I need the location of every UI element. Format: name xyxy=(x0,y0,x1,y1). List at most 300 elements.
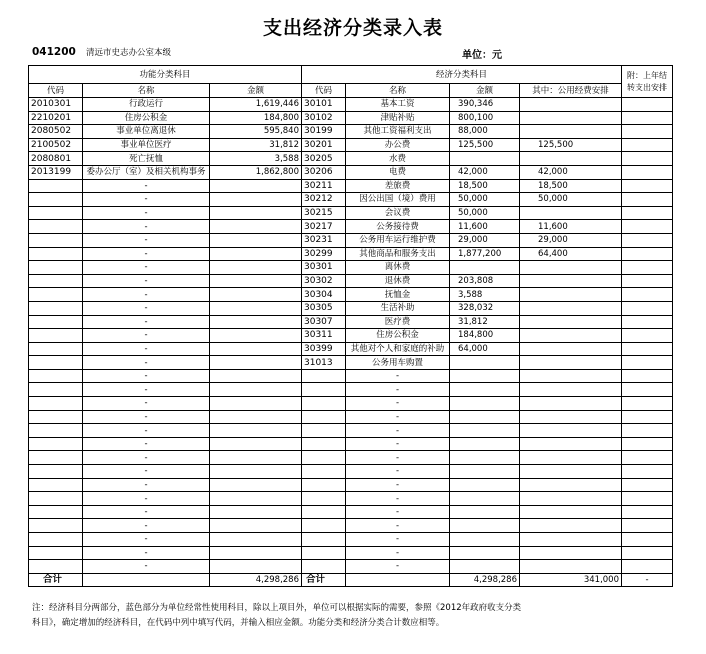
func-amount-cell xyxy=(210,519,302,533)
econ-name-cell: 差旅费 xyxy=(346,179,450,193)
table-row xyxy=(29,437,673,451)
header-econ-name: 名称 xyxy=(346,84,450,98)
func-code-cell xyxy=(29,505,83,519)
memo-cell xyxy=(622,533,673,547)
memo-cell xyxy=(622,179,673,193)
func-amount-cell xyxy=(210,546,302,560)
header-row-columns xyxy=(29,84,673,98)
econ-code-cell: 30101 xyxy=(302,98,346,112)
func-name-cell: - xyxy=(83,533,210,547)
func-name-cell: - xyxy=(83,519,210,533)
econ-name-cell: - xyxy=(346,424,450,438)
econ-name-cell: 抚恤金 xyxy=(346,288,450,302)
econ-public-cell: 11,600 xyxy=(520,220,622,234)
func-amount-cell xyxy=(210,492,302,506)
header-econ-code: 代码 xyxy=(302,84,346,98)
table-row xyxy=(29,165,673,179)
memo-cell xyxy=(622,424,673,438)
func-amount-cell xyxy=(210,533,302,547)
table-row xyxy=(29,125,673,139)
table-row xyxy=(29,288,673,302)
table-row xyxy=(29,206,673,220)
econ-public-cell xyxy=(520,111,622,125)
func-amount-cell xyxy=(210,288,302,302)
header-func-amount: 金额 xyxy=(210,84,302,98)
func-code-cell xyxy=(29,410,83,424)
func-name-cell: - xyxy=(83,546,210,560)
func-code-cell xyxy=(29,329,83,343)
func-code-cell xyxy=(29,301,83,315)
func-amount-cell xyxy=(210,451,302,465)
total-func-empty xyxy=(83,573,210,587)
func-amount-cell xyxy=(210,369,302,383)
econ-amount-cell: 29,000 xyxy=(450,233,520,247)
econ-amount-cell: 328,032 xyxy=(450,301,520,315)
econ-amount-cell xyxy=(450,261,520,275)
econ-code-cell xyxy=(302,465,346,479)
econ-public-cell xyxy=(520,125,622,139)
econ-name-cell: 其他工资福利支出 xyxy=(346,125,450,139)
memo-cell xyxy=(622,383,673,397)
econ-amount-cell xyxy=(450,465,520,479)
func-amount-cell xyxy=(210,274,302,288)
func-name-cell: 死亡抚恤 xyxy=(83,152,210,166)
econ-public-cell xyxy=(520,451,622,465)
func-amount-cell xyxy=(210,315,302,329)
table-row xyxy=(29,478,673,492)
econ-amount-cell: 390,346 xyxy=(450,98,520,112)
func-name-cell: - xyxy=(83,356,210,370)
unit-code: 041200 xyxy=(32,46,76,58)
econ-code-cell xyxy=(302,383,346,397)
total-econ-empty xyxy=(346,573,450,587)
func-name-cell: - xyxy=(83,342,210,356)
econ-code-cell xyxy=(302,533,346,547)
econ-amount-cell: 64,000 xyxy=(450,342,520,356)
memo-cell xyxy=(622,247,673,261)
econ-name-cell: - xyxy=(346,533,450,547)
econ-public-cell xyxy=(520,315,622,329)
econ-name-cell: 办公费 xyxy=(346,138,450,152)
econ-amount-cell xyxy=(450,397,520,411)
econ-amount-cell: 11,600 xyxy=(450,220,520,234)
func-amount-cell xyxy=(210,179,302,193)
table-row xyxy=(29,424,673,438)
func-name-cell: - xyxy=(83,369,210,383)
func-amount-cell xyxy=(210,301,302,315)
econ-code-cell: 30206 xyxy=(302,165,346,179)
econ-code-cell: 30231 xyxy=(302,233,346,247)
econ-public-cell xyxy=(520,301,622,315)
econ-amount-cell: 50,000 xyxy=(450,206,520,220)
econ-public-cell xyxy=(520,465,622,479)
func-code-cell xyxy=(29,369,83,383)
memo-cell xyxy=(622,152,673,166)
econ-name-cell: - xyxy=(346,410,450,424)
memo-cell xyxy=(622,342,673,356)
econ-name-cell: - xyxy=(346,383,450,397)
func-amount-cell xyxy=(210,247,302,261)
econ-amount-cell xyxy=(450,369,520,383)
table-row xyxy=(29,505,673,519)
econ-amount-cell xyxy=(450,451,520,465)
header-function-group: 功能分类科目 xyxy=(29,66,302,84)
table-row xyxy=(29,383,673,397)
table-row xyxy=(29,233,673,247)
econ-amount-cell xyxy=(450,152,520,166)
memo-cell xyxy=(622,274,673,288)
table-row xyxy=(29,179,673,193)
memo-cell xyxy=(622,410,673,424)
func-name-cell: - xyxy=(83,478,210,492)
econ-name-cell: - xyxy=(346,519,450,533)
econ-amount-cell: 31,812 xyxy=(450,315,520,329)
table-row xyxy=(29,465,673,479)
func-code-cell xyxy=(29,533,83,547)
func-name-cell: - xyxy=(83,383,210,397)
econ-code-cell xyxy=(302,505,346,519)
econ-amount-cell xyxy=(450,546,520,560)
func-name-cell: - xyxy=(83,492,210,506)
func-name-cell: - xyxy=(83,193,210,207)
econ-public-cell xyxy=(520,397,622,411)
table-row xyxy=(29,193,673,207)
func-name-cell: - xyxy=(83,410,210,424)
func-code-cell xyxy=(29,274,83,288)
table-row xyxy=(29,356,673,370)
memo-cell xyxy=(622,138,673,152)
func-amount-cell xyxy=(210,424,302,438)
econ-public-cell xyxy=(520,492,622,506)
table-row xyxy=(29,274,673,288)
econ-code-cell xyxy=(302,410,346,424)
econ-code-cell xyxy=(302,492,346,506)
func-code-cell xyxy=(29,560,83,574)
func-name-cell: - xyxy=(83,505,210,519)
econ-public-cell xyxy=(520,383,622,397)
func-amount-cell: 31,812 xyxy=(210,138,302,152)
memo-cell xyxy=(622,98,673,112)
total-row xyxy=(29,573,673,587)
memo-cell xyxy=(622,206,673,220)
func-amount-cell xyxy=(210,478,302,492)
econ-name-cell: 津贴补贴 xyxy=(346,111,450,125)
func-code-cell xyxy=(29,315,83,329)
table-row xyxy=(29,492,673,506)
econ-code-cell: 30215 xyxy=(302,206,346,220)
header-carryover-memo: 附：上年结转支出安排 xyxy=(622,66,673,98)
memo-cell xyxy=(622,301,673,315)
econ-public-cell xyxy=(520,98,622,112)
header-econ-public: 其中：公用经费安排 xyxy=(520,84,622,98)
func-name-cell: - xyxy=(83,179,210,193)
header-row-groups xyxy=(29,66,673,84)
econ-code-cell: 30399 xyxy=(302,342,346,356)
total-econ-public: 341,000 xyxy=(520,573,622,587)
econ-amount-cell: 800,100 xyxy=(450,111,520,125)
memo-cell xyxy=(622,261,673,275)
econ-amount-cell: 88,000 xyxy=(450,125,520,139)
econ-code-cell: 30299 xyxy=(302,247,346,261)
econ-code-cell: 30211 xyxy=(302,179,346,193)
func-code-cell xyxy=(29,261,83,275)
func-amount-cell xyxy=(210,560,302,574)
econ-public-cell xyxy=(520,152,622,166)
table-row xyxy=(29,138,673,152)
func-amount-cell xyxy=(210,356,302,370)
memo-cell xyxy=(622,492,673,506)
memo-cell xyxy=(622,519,673,533)
table-row xyxy=(29,111,673,125)
func-amount-cell: 1,619,446 xyxy=(210,98,302,112)
econ-code-cell: 30102 xyxy=(302,111,346,125)
econ-name-cell: - xyxy=(346,505,450,519)
func-code-cell xyxy=(29,397,83,411)
econ-name-cell: 公务用车购置 xyxy=(346,356,450,370)
func-code-cell xyxy=(29,546,83,560)
func-amount-cell xyxy=(210,437,302,451)
econ-name-cell: 公务接待费 xyxy=(346,220,450,234)
econ-public-cell: 64,400 xyxy=(520,247,622,261)
func-code-cell xyxy=(29,179,83,193)
func-code-cell: 2010301 xyxy=(29,98,83,112)
func-amount-cell xyxy=(210,342,302,356)
memo-cell xyxy=(622,478,673,492)
table-row xyxy=(29,342,673,356)
econ-public-cell xyxy=(520,288,622,302)
table-row xyxy=(29,533,673,547)
func-name-cell: - xyxy=(83,329,210,343)
func-code-cell xyxy=(29,424,83,438)
func-name-cell: 住房公积金 xyxy=(83,111,210,125)
econ-amount-cell: 203,808 xyxy=(450,274,520,288)
memo-cell xyxy=(622,165,673,179)
table-row xyxy=(29,301,673,315)
memo-cell xyxy=(622,288,673,302)
econ-code-cell xyxy=(302,519,346,533)
econ-code-cell xyxy=(302,397,346,411)
econ-name-cell: 电费 xyxy=(346,165,450,179)
func-name-cell: - xyxy=(83,397,210,411)
econ-code-cell: 31013 xyxy=(302,356,346,370)
total-econ-label: 合计 xyxy=(302,573,346,587)
func-name-cell: 事业单位离退休 xyxy=(83,125,210,139)
econ-public-cell: 50,000 xyxy=(520,193,622,207)
econ-amount-cell xyxy=(450,492,520,506)
econ-public-cell xyxy=(520,560,622,574)
econ-public-cell xyxy=(520,519,622,533)
func-name-cell: - xyxy=(83,301,210,315)
table-row xyxy=(29,560,673,574)
memo-cell xyxy=(622,465,673,479)
func-name-cell: - xyxy=(83,206,210,220)
func-name-cell: - xyxy=(83,220,210,234)
func-name-cell: - xyxy=(83,315,210,329)
econ-public-cell: 42,000 xyxy=(520,165,622,179)
econ-name-cell: 医疗费 xyxy=(346,315,450,329)
func-amount-cell xyxy=(210,193,302,207)
memo-cell xyxy=(622,546,673,560)
func-amount-cell xyxy=(210,329,302,343)
econ-name-cell: - xyxy=(346,546,450,560)
memo-cell xyxy=(622,329,673,343)
econ-public-cell: 29,000 xyxy=(520,233,622,247)
econ-name-cell: 住房公积金 xyxy=(346,329,450,343)
memo-cell xyxy=(622,356,673,370)
econ-name-cell: 其他商品和服务支出 xyxy=(346,247,450,261)
econ-code-cell: 30305 xyxy=(302,301,346,315)
econ-public-cell xyxy=(520,206,622,220)
func-name-cell: - xyxy=(83,451,210,465)
memo-cell xyxy=(622,505,673,519)
table-row xyxy=(29,329,673,343)
table-row xyxy=(29,369,673,383)
econ-code-cell: 30217 xyxy=(302,220,346,234)
econ-amount-cell xyxy=(450,410,520,424)
econ-amount-cell xyxy=(450,533,520,547)
econ-name-cell: 会议费 xyxy=(346,206,450,220)
func-code-cell xyxy=(29,220,83,234)
table-row xyxy=(29,546,673,560)
func-amount-cell: 1,862,800 xyxy=(210,165,302,179)
econ-public-cell xyxy=(520,342,622,356)
table-row xyxy=(29,152,673,166)
econ-code-cell xyxy=(302,424,346,438)
func-code-cell xyxy=(29,356,83,370)
econ-amount-cell: 18,500 xyxy=(450,179,520,193)
econ-code-cell xyxy=(302,451,346,465)
econ-public-cell xyxy=(520,261,622,275)
func-amount-cell xyxy=(210,220,302,234)
func-amount-cell xyxy=(210,465,302,479)
func-name-cell: 行政运行 xyxy=(83,98,210,112)
econ-amount-cell xyxy=(450,478,520,492)
econ-amount-cell: 3,588 xyxy=(450,288,520,302)
econ-public-cell: 18,500 xyxy=(520,179,622,193)
func-code-cell xyxy=(29,383,83,397)
econ-public-cell xyxy=(520,329,622,343)
memo-cell xyxy=(622,369,673,383)
econ-code-cell: 30201 xyxy=(302,138,346,152)
econ-name-cell: - xyxy=(346,451,450,465)
econ-amount-cell xyxy=(450,383,520,397)
econ-amount-cell xyxy=(450,424,520,438)
econ-public-cell xyxy=(520,533,622,547)
func-name-cell: - xyxy=(83,274,210,288)
table-row xyxy=(29,315,673,329)
expenditure-table xyxy=(28,65,673,587)
econ-code-cell: 30212 xyxy=(302,193,346,207)
econ-amount-cell xyxy=(450,505,520,519)
econ-public-cell xyxy=(520,369,622,383)
econ-code-cell: 30301 xyxy=(302,261,346,275)
econ-code-cell: 30302 xyxy=(302,274,346,288)
footnote: 注：经济科目分两部分，蓝色部分为单位经常性使用科目，除以上项目外，单位可以根据实际的需要，参照《2012年政府收支分类科目》，确定增加的经济科目，在代码中列中填写代码，并输入相应金额。功能分类和经济分类合计数应相等。 xyxy=(32,603,522,628)
func-name-cell: - xyxy=(83,424,210,438)
func-code-cell xyxy=(29,288,83,302)
econ-name-cell: 公务用车运行维护费 xyxy=(346,233,450,247)
econ-public-cell xyxy=(520,546,622,560)
func-code-cell xyxy=(29,437,83,451)
econ-name-cell: 离休费 xyxy=(346,261,450,275)
econ-amount-cell: 50,000 xyxy=(450,193,520,207)
econ-name-cell: 因公出国（境）费用 xyxy=(346,193,450,207)
econ-name-cell: - xyxy=(346,465,450,479)
econ-code-cell: 30304 xyxy=(302,288,346,302)
econ-code-cell: 30205 xyxy=(302,152,346,166)
func-name-cell: - xyxy=(83,233,210,247)
econ-name-cell: - xyxy=(346,492,450,506)
func-code-cell xyxy=(29,193,83,207)
page-title: 支出经济分类录入表 xyxy=(262,17,443,39)
econ-amount-cell xyxy=(450,519,520,533)
econ-name-cell: 水费 xyxy=(346,152,450,166)
econ-code-cell: 30311 xyxy=(302,329,346,343)
header-econ-amount: 金额 xyxy=(450,84,520,98)
func-code-cell xyxy=(29,519,83,533)
econ-amount-cell: 125,500 xyxy=(450,138,520,152)
econ-public-cell xyxy=(520,478,622,492)
memo-cell xyxy=(622,451,673,465)
func-amount-cell xyxy=(210,410,302,424)
table-row xyxy=(29,519,673,533)
memo-cell xyxy=(622,560,673,574)
func-code-cell xyxy=(29,492,83,506)
func-name-cell: - xyxy=(83,247,210,261)
econ-public-cell xyxy=(520,424,622,438)
econ-name-cell: - xyxy=(346,478,450,492)
func-amount-cell: 3,588 xyxy=(210,152,302,166)
econ-amount-cell: 184,800 xyxy=(450,329,520,343)
econ-public-cell: 125,500 xyxy=(520,138,622,152)
econ-name-cell: - xyxy=(346,437,450,451)
func-name-cell: - xyxy=(83,560,210,574)
econ-name-cell: 生活补助 xyxy=(346,301,450,315)
table-row xyxy=(29,397,673,411)
memo-cell xyxy=(622,233,673,247)
table-row xyxy=(29,98,673,112)
header-economic-group: 经济分类科目 xyxy=(302,66,622,84)
func-name-cell: 委办公厅（室）及相关机构事务 xyxy=(83,165,210,179)
func-code-cell: 2100502 xyxy=(29,138,83,152)
func-code-cell xyxy=(29,342,83,356)
func-amount-cell xyxy=(210,383,302,397)
func-code-cell: 2080502 xyxy=(29,125,83,139)
econ-code-cell: 30199 xyxy=(302,125,346,139)
econ-public-cell xyxy=(520,410,622,424)
func-code-cell: 2210201 xyxy=(29,111,83,125)
memo-cell xyxy=(622,125,673,139)
econ-code-cell xyxy=(302,437,346,451)
func-code-cell xyxy=(29,206,83,220)
econ-amount-cell: 1,877,200 xyxy=(450,247,520,261)
econ-code-cell xyxy=(302,546,346,560)
currency-unit: 单位：元 xyxy=(462,50,502,61)
econ-code-cell xyxy=(302,369,346,383)
econ-name-cell: - xyxy=(346,397,450,411)
func-code-cell xyxy=(29,465,83,479)
econ-public-cell xyxy=(520,505,622,519)
func-code-cell: 2080801 xyxy=(29,152,83,166)
econ-name-cell: 基本工资 xyxy=(346,98,450,112)
econ-code-cell xyxy=(302,560,346,574)
func-amount-cell xyxy=(210,397,302,411)
func-code-cell: 2013199 xyxy=(29,165,83,179)
func-amount-cell: 595,840 xyxy=(210,125,302,139)
econ-name-cell: 其他对个人和家庭的补助 xyxy=(346,342,450,356)
func-code-cell xyxy=(29,451,83,465)
memo-cell xyxy=(622,220,673,234)
